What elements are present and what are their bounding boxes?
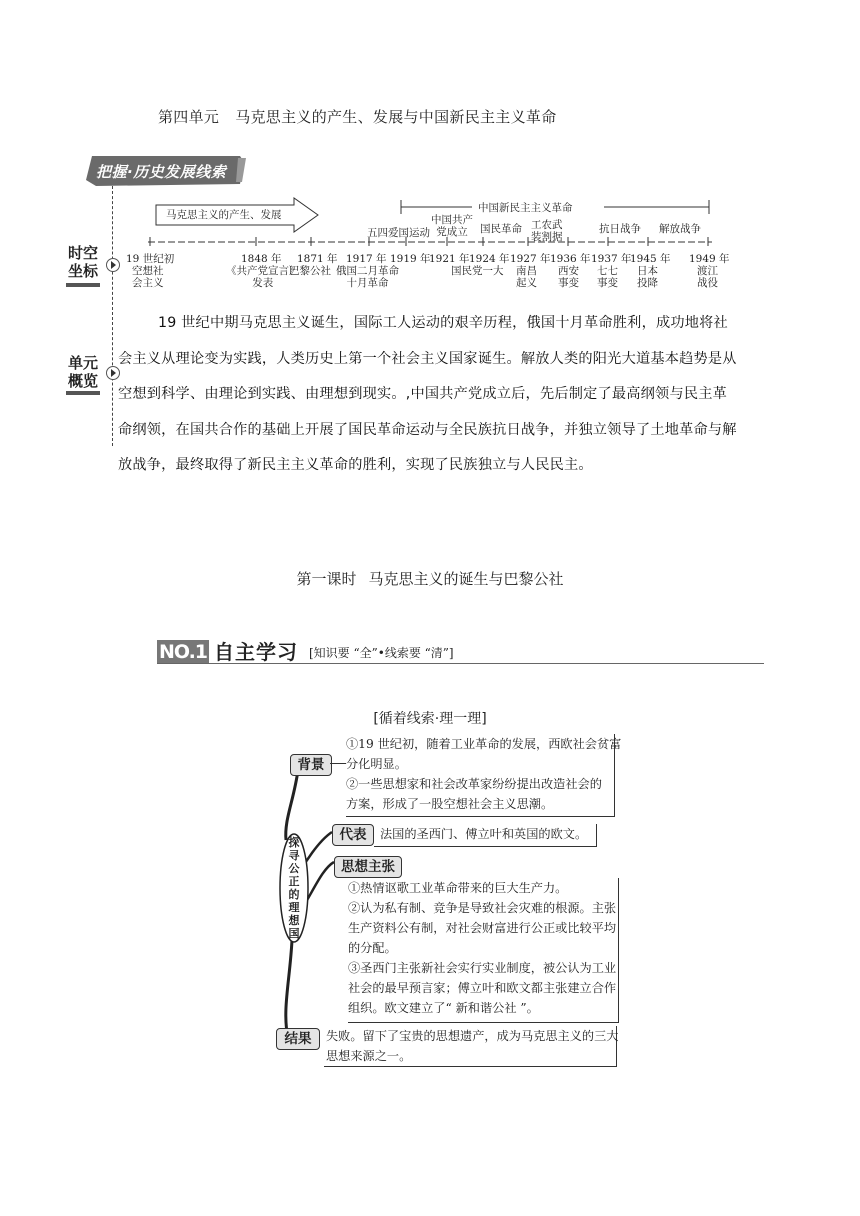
timeline-event-above: 中国共产 党成立 (431, 214, 473, 238)
mindmap-line: ①热情讴歌工业革命带来的巨大生产力。 (348, 881, 568, 895)
timeline-side-label (66, 244, 100, 280)
timeline-event-below: 《共产党宣言》 发表 (226, 265, 300, 289)
timeline-label-line2: 坐标 (67, 262, 98, 280)
timeline-event-above: 工农武 装割据 (531, 219, 563, 243)
timeline-year: 1919 年 (390, 253, 431, 265)
mindmap-line: 法国的圣西门、傅立叶和英国的欧文。 (380, 827, 588, 841)
unit-number: 第四单元 (158, 108, 220, 126)
mindmap-tag-representatives: 代表 (332, 824, 374, 846)
timeline-event-below: 七七 事变 (597, 265, 618, 289)
timeline-event-below: 巴黎公社 (289, 265, 331, 277)
timeline-event-below: 国民党一大 (451, 265, 504, 277)
mindmap-line: 失败。留下了宝贵的思想遗产，成为马克思主义的三大 (326, 1029, 619, 1043)
lesson-heading (0, 568, 860, 589)
mindmap-box-result (324, 1026, 617, 1067)
overview-label-line2: 概览 (67, 372, 98, 390)
timeline-event-below: 西安 事变 (558, 265, 579, 289)
section-badge: NO.1 (158, 641, 208, 663)
timeline-year: 1917 年 (346, 253, 387, 265)
timeline-year: 19 世纪初 (126, 253, 175, 265)
timeline-year: 1949 年 (689, 253, 730, 265)
timeline-year: 1921 年 (429, 253, 470, 265)
timeline-event-above: 五四爱国运动 (367, 227, 430, 239)
mindmap-line: ②认为私有制、竞争是导致社会灾难的根源。主张 (348, 901, 617, 915)
vertical-divider (112, 186, 113, 446)
timeline-year: 1927 年 (510, 253, 551, 265)
mindmap-line: 组织。欧文建立了“ 新和谐公社 ”。 (348, 1001, 539, 1015)
section-note: [知识要 “全”•线索要 “清”] (309, 646, 454, 660)
timeline-event-below: 俄国二月革命 十月革命 (336, 265, 399, 289)
lesson-number: 第一课时 (296, 570, 357, 588)
timeline-event-above: 抗日战争 (599, 223, 641, 235)
connector-line (330, 763, 346, 764)
timeline-year: 1848 年 (241, 253, 282, 265)
timeline-event-below: 渡江 战役 (697, 265, 718, 289)
timeline-year: 1945 年 (630, 253, 671, 265)
mindmap-box-ideas (348, 878, 619, 1023)
timeline-event-above: 国民革命 (480, 223, 522, 235)
mindmap-line: ②一些思想家和社会改革家纷纷提出改造社会的 (346, 777, 602, 791)
overview-label-bar (66, 391, 100, 395)
timeline-year: 1924 年 (469, 253, 510, 265)
timeline-year: 1871 年 (297, 253, 338, 265)
banner-title: 把握·历史发展线索 (96, 163, 227, 181)
mindmap-line: 分化明显。 (346, 757, 407, 771)
play-arrow-icon (106, 258, 120, 272)
mindmap-line: 社会的最早预言家；傅立叶和欧文都主张建立合作 (348, 981, 617, 995)
mindmap-tag-background: 背景 (290, 754, 332, 776)
lesson-title: 马克思主义的诞生与巴黎公社 (368, 570, 564, 588)
mindmap-line: 生产资料公有制，对社会财富进行公正或比较平均 (348, 921, 617, 935)
mindmap-box-representatives (374, 824, 597, 847)
unit-overview-paragraph: 19 世纪中期马克思主义诞生，国际工人运动的艰辛历程，俄国十月革命胜利，成功地将社会主义从理论变为实践，人类历史上第一个社会主义国家诞生。解放人类的阳光大道基本趋势是从空想到科学、由理论到实践、由理想到现实。,中国共产党成立后，先后制定了最高纲领与民主革命纲领，在国共合作的基础上开展了国民革命运动与全民族抗日战争，并独立领导了土地革命与解放战争，最终取得了新民主主义革命的胜利，实现了民族独立与人民民主。 (118, 315, 737, 473)
unit-heading (158, 106, 557, 127)
timeline-event-below: 南昌 起义 (516, 265, 537, 289)
timeline-bracket-label: 中国新民主主义革命 (474, 202, 577, 214)
mindmap-line: ③圣西门主张新社会实行实业制度，被公认为工业 (348, 961, 617, 975)
timeline-arrow-label: 马克思主义的产生、发展 (166, 209, 282, 221)
unit-title: 马克思主义的产生、发展与中国新民主主义革命 (235, 108, 557, 126)
timeline-label-line1: 时空 (67, 244, 98, 262)
mindmap-line: 的分配。 (348, 941, 397, 955)
section-underline (157, 663, 764, 664)
mindmap-tag-ideas: 思想主张 (334, 856, 402, 878)
overview-label-line1: 单元 (67, 354, 98, 372)
section-title: 自主学习 (214, 640, 298, 664)
mindmap-tag-result: 结果 (276, 1028, 320, 1050)
timeline-event-below: 空想社 会主义 (132, 265, 164, 289)
mindmap-line: 思想来源之一。 (326, 1049, 412, 1063)
mindmap-center-label: 探寻公正的理想国 (288, 836, 300, 940)
timeline-year: 1937 年 (591, 253, 632, 265)
timeline-year: 1936 年 (550, 253, 591, 265)
mindmap-line: 方案，形成了一股空想社会主义思潮。 (346, 797, 554, 811)
timeline-event-above: 解放战争 (659, 223, 701, 235)
mindmap-line: ①19 世纪初，随着工业革命的发展，西欧社会贫富 (346, 737, 622, 751)
mindmap-title: [循着线索·理一理] (373, 711, 487, 727)
overview-side-label (66, 354, 100, 390)
timeline-event-below: 日本 投降 (637, 265, 658, 289)
timeline-label-bar (66, 283, 100, 287)
mindmap-box-background (346, 734, 622, 817)
